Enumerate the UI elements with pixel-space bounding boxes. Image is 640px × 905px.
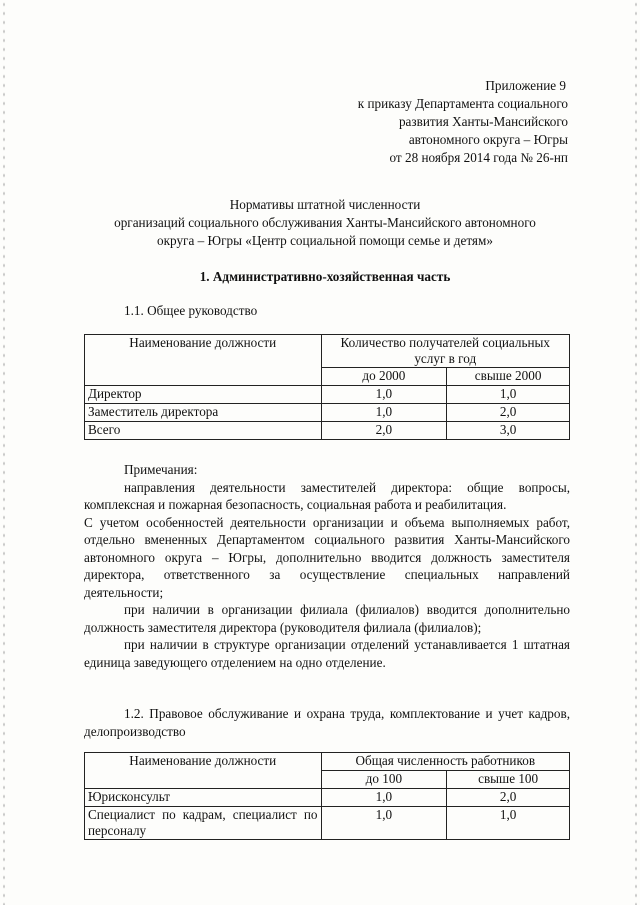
subsection-heading: 1.2. Правовое обслуживание и охрана труда, комплектование и учет кадров, делопроизводство [84, 706, 570, 739]
section-title: 1. Административно-хозяйственная часть [199, 269, 451, 284]
staff-value: 1,0 [447, 386, 570, 404]
position-name: Юрисконсульт [85, 789, 322, 807]
scan-edge-left [2, 0, 6, 905]
appendix-header [358, 77, 568, 167]
note-paragraph: направления деятельности заместителей директора: общие вопросы, комплексная и пожарная безопасность, социальная работа и реабилитация. [84, 479, 570, 512]
staff-value: 3,0 [447, 422, 570, 440]
header-line: Приложение 9 [485, 78, 566, 93]
subsection-heading: 1.1. Общее руководство [124, 303, 258, 318]
staff-value: 2,0 [321, 422, 447, 440]
position-name: Заместитель директора [85, 404, 322, 422]
position-name: Директор [85, 386, 322, 404]
header-line: к приказу Департамента социального [357, 96, 568, 111]
staffing-table-legal-hr [84, 752, 570, 840]
group-header: Количество получателей социальных услуг в год [321, 335, 569, 368]
header-line: автономного округа – Югры [408, 132, 568, 147]
table-row [85, 422, 570, 440]
title-line: округа – Югры «Центр социальной помощи семье и детям» [157, 233, 493, 248]
scan-edge-right [634, 0, 638, 905]
sub-header: до 2000 [321, 368, 447, 386]
table-row [85, 386, 570, 404]
staff-value: 2,0 [447, 789, 570, 807]
position-name: Специалист по кадрам, специалист по персоналу [85, 807, 322, 840]
table-row [85, 807, 570, 840]
notes-title: Примечания: [124, 462, 198, 477]
table-row [85, 789, 570, 807]
staff-value: 2,0 [447, 404, 570, 422]
staffing-table-general-management [84, 334, 570, 440]
staff-value: 1,0 [321, 807, 447, 840]
staff-value: 1,0 [321, 789, 447, 807]
staff-value: 1,0 [321, 404, 447, 422]
header-line: развития Ханты-Мансийского [398, 114, 568, 129]
document-title [80, 196, 570, 250]
group-header: Общая численность работников [321, 753, 569, 771]
title-line: Нормативы штатной численности [229, 197, 421, 212]
staff-value: 1,0 [321, 386, 447, 404]
column-header: Наименование должности [85, 335, 322, 386]
notes-block [84, 461, 570, 671]
column-header: Наименование должности [85, 753, 322, 789]
note-paragraph: С учетом особенностей деятельности организации и объема выполняемых работ, отдельно вмененных Департаментом социального развития Ханты-Мансийского автономного округа – Югры, дополнительно вводится должность заместителя директора, ответственного за осуществление специальных направлений деятельности; [84, 514, 570, 600]
sub-header: свыше 100 [447, 771, 570, 789]
title-line: организаций социального обслуживания Ханты-Мансийского автономного [114, 215, 536, 230]
staff-value: 1,0 [447, 807, 570, 840]
table-row [85, 404, 570, 422]
position-name: Всего [85, 422, 322, 440]
header-line: от 28 ноября 2014 года № 26-нп [389, 150, 568, 165]
note-paragraph: при наличии в организации филиала (филиалов) вводится дополнительно должность заместителя директора (руководителя филиала (филиалов); [84, 602, 570, 635]
sub-header: до 100 [321, 771, 447, 789]
sub-header: свыше 2000 [447, 368, 570, 386]
note-paragraph: при наличии в структуре организации отделений устанавливается 1 штатная единица заведующего отделением на одно отделение. [84, 637, 570, 670]
